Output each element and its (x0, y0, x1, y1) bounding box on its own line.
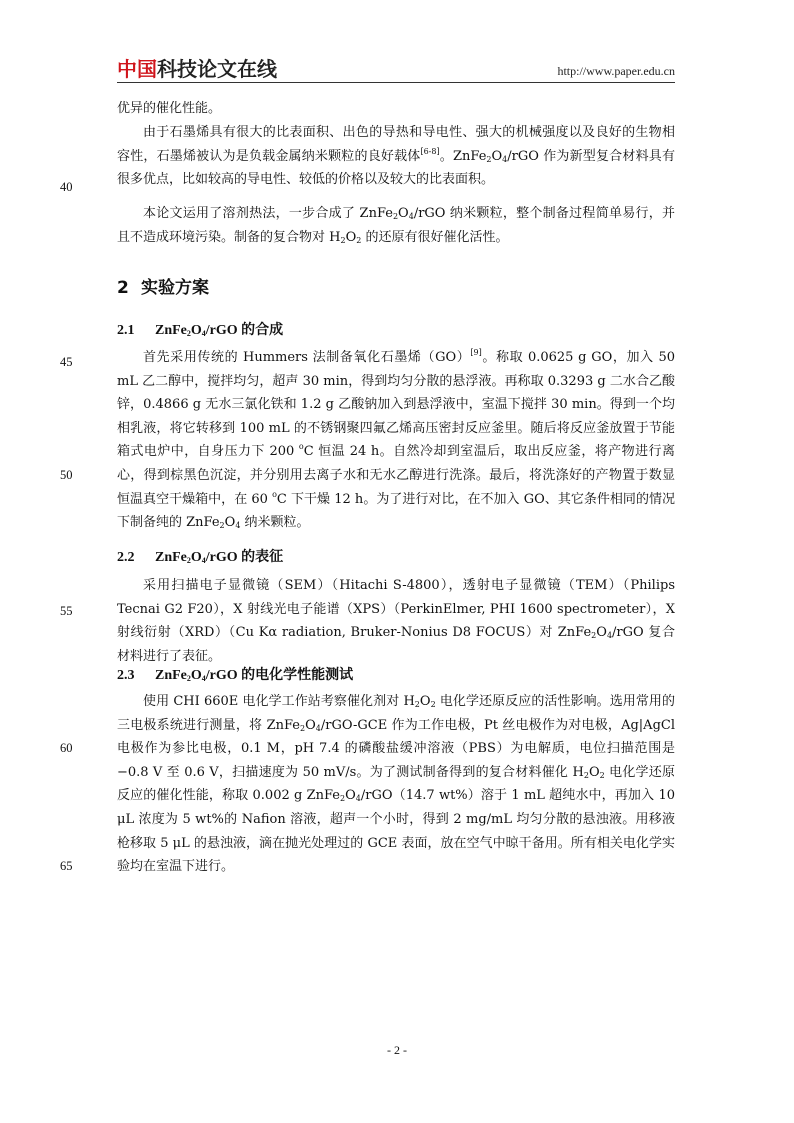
line-number: 50 (60, 468, 73, 482)
page-number: - 2 - (387, 1043, 407, 1057)
page-header (117, 56, 675, 82)
line-number: 65 (60, 859, 73, 873)
logo-dark-text: 科技论文在线 (157, 57, 277, 81)
header-url: http://www.paper.edu.cn (557, 64, 675, 78)
subsection-heading-2-2: 2.2 $ZnFe_2O_4$/rGO 的表征 (117, 550, 284, 565)
line-number: 40 (60, 180, 73, 194)
subsection-heading-2-1: 2.1 $ZnFe_2O_4$/rGO 的合成 (117, 323, 284, 338)
line-number: 55 (60, 604, 73, 618)
subsection-heading-2-3: 2.3 $ZnFe_2O_4$/rGO 的电化学性能测试 (117, 668, 354, 683)
logo-red-text: 中国 (117, 57, 157, 81)
line-number: 60 (60, 741, 73, 755)
characterization-paragraph: 采用扫描电子显微镜（SEM）（Hitachi S-4800），透射电子显微镜（TEM）（Philips Tecnai G2 F20），X 射线光电子能谱（XPS）（PerkinElmer, PHI 1600 spectrometer），X 射线衍射（XRD）（Cu Kα radiation, Bruker-Nonius D8 FOCUS）对 $ZnFe_2O_4$/rGO 复合材料进行了表征。 (117, 578, 675, 664)
line-number: 45 (60, 355, 73, 369)
section-heading: 2 实验方案 (117, 278, 209, 298)
header-rule (117, 82, 675, 83)
citation: [6-8] (420, 146, 440, 156)
intro-paragraph-graphene: 由于石墨烯具有很大的比表面积、出色的导热和导电性、强大的机械强度以及良好的生物相容性，石墨烯被认为是负载金属纳米颗粒的良好载体[6-8]。$ZnFe_2O_4$/rGO 作为新型复合材料具有很多优点，比如较高的导电性、较低的价格以及较大的比表面积。 (117, 125, 675, 188)
citation: [9] (470, 348, 482, 357)
synthesis-paragraph: 首先采用传统的 Hummers 法制备氧化石墨烯（GO）[9]。称取 0.0625 g GO，加入 50 mL 乙二醇中，搅拌均匀，超声 30 min，得到均匀分散的悬浮液。再称取 0.3293 g 二水合乙酸锌，0.4866 g 无水三氯化铁和 1.2 g 乙酸钠加入到悬浮液中，室温下搅拌 30 min。得到一个均相乳液，将它转移到 100 mL 的不锈钢聚四氟乙烯高压密封反应釜里。随后将反应釜放置于节能箱式电炉中，自身压力下 200 $^o$C 恒温 24 h。自然冷却到室温后，取出反应釜，将产物进行离心，得到棕黑色沉淀，并分别用去离子水和无水乙醇进行洗涤。最后，将洗涤好的产物置于数显恒温真空干燥箱中，在 60 $^o$C 下干燥 12 h。为了进行对比，在不加入 GO、其它条件相同的情况下制备纯的 $ZnFe_2O_4$ 纳米颗粒。 (117, 348, 675, 531)
journal-logo (117, 56, 277, 82)
intro-paragraph-method: 本论文运用了溶剂热法，一步合成了 $ZnFe_2O_4$/rGO 纳米颗粒，整个制备过程简单易行，并且不造成环境污染。制备的复合物对 $H_2O_2$ 的还原有很好催化活性。 (117, 206, 675, 245)
electrochemistry-paragraph: 使用 CHI 660E 电化学工作站考察催化剂对 $H_2O_2$ 电化学还原反应的活性影响。选用常用的三电极系统进行测量，将 $ZnFe_2O_4/rGO$-GCE 作为工作电极，Pt 丝电极作为对电极，Ag|AgCl 电极作为参比电极，0.1 M，pH 7.4 的磷酸盐缓冲溶液（PBS）为电解质，电位扫描范围是−0.8 V 至 0.6 V，扫描速度为 50 mV/s。为了测试制备得到的复合材料催化 $H_2O_2$ 电化学还原反应的催化性能，称取 0.002 g $ZnFe_2O_4/rGO(14.7$ wt%）溶于 1 mL 超纯水中，再加入 10 μL 浓度为 5 wt%的 Nafion 溶液，超声一个小时，得到 2 mg/mL 均匀分散的悬浊液。用移液枪移取 5 μL 的悬浊液，滴在抛光处理过的 GCE 表面，放在空气中晾干备用。所有相关电化学实验均在室温下进行。 (117, 694, 676, 875)
intro-continuation: 优异的催化性能。 (117, 101, 222, 116)
